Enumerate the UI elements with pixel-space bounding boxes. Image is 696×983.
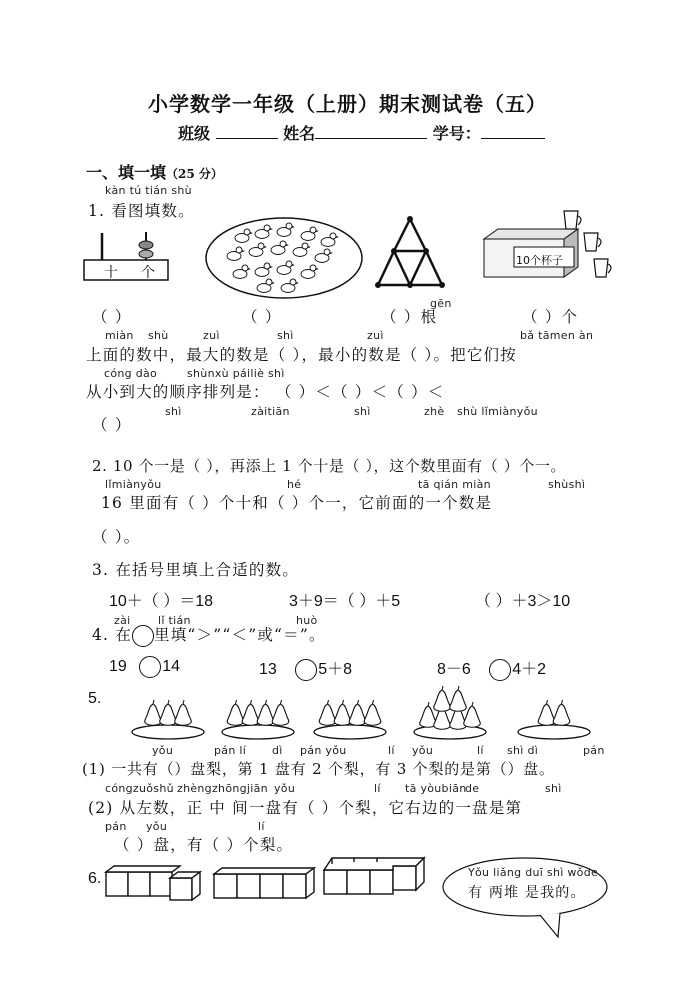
section-heading-text: 一、填一填 (86, 163, 167, 182)
q2-line-1: 2. 10 个一是（ ），再添上 1 个十是（ ），这个数里面有（ ）个一。 (92, 457, 567, 475)
q4-item-1 (109, 656, 180, 678)
q2-pinyin-4: zhè (424, 405, 445, 418)
abacus-one-label: 个 (141, 265, 157, 281)
pear-plate (314, 700, 386, 739)
q2-pinyin-6: lǐmiànyǒu (105, 478, 162, 491)
student-info-line (178, 121, 545, 144)
id-blank[interactable] (481, 124, 545, 139)
pear-icon (145, 704, 162, 725)
q5-pinyin-10: cóngzuǒshǔ (105, 782, 174, 795)
q1-pinyin-3: zuì (203, 329, 220, 342)
q5-pinyin-17: pán (105, 820, 127, 833)
id-label: 学号： (432, 124, 481, 143)
q1-pinyin-8: shùnxù páiliè shì (187, 367, 285, 380)
bubble-text: 有 两堆 是我的。 (468, 885, 586, 901)
q1-pinyin-7: cóng dào (104, 367, 158, 380)
pear-icon (160, 704, 177, 725)
q4-text-b: 里填“＞”“＜”或“＝”。 (154, 626, 326, 644)
q4-text (92, 623, 326, 647)
pear-icon (319, 704, 336, 725)
q5-pinyin-5: lí (388, 744, 395, 757)
name-blank[interactable] (315, 124, 427, 139)
pear-icon (175, 704, 192, 725)
pear-icon (538, 704, 555, 725)
circle-symbol (132, 625, 154, 647)
q5-pinyin-3: dì (272, 744, 283, 757)
q5-line-2: (2) 从左数，正 中 间一盘有（ ）个梨，它右边的一盘是第 (88, 799, 523, 817)
q1-pinyin-4: shì (277, 329, 294, 342)
q5-pinyin-19: lí (258, 820, 265, 833)
q5-pinyin-16: shì (545, 782, 562, 795)
q4-pinyin-1: zài (114, 614, 131, 627)
q1-pinyin-5: zuì (367, 329, 384, 342)
q2-pinyin-8: tā qián miàn (418, 478, 491, 491)
q5-pinyin-11: zhèngzhōngjiān (177, 782, 268, 795)
cup-box-figure (482, 207, 617, 289)
q2-line-2: 16 里面有（ ）个十和（ ）个一，它前面的一个数是 (101, 494, 493, 512)
pear-plates-figure (120, 688, 620, 744)
abacus-figure (82, 228, 172, 288)
q4-pinyin-2: lǐ tián (158, 614, 191, 627)
q1-line-2: 从小到大的顺序排列是： （ ）＜（ ）＜（ ）＜ (86, 383, 445, 401)
q6-label: 6. (88, 870, 102, 887)
pear-icon (227, 704, 244, 725)
q4-pinyin-3: huò (296, 614, 318, 627)
q5-pinyin-8: shì dì (507, 744, 539, 757)
q4-item-1-right: 14 (162, 658, 181, 676)
q4-item-2 (259, 656, 352, 681)
class-label: 班级 (178, 124, 211, 143)
q5-pinyin-13: lí (374, 782, 381, 795)
q3-item-2[interactable]: 3＋9＝（ ）＋5 (289, 593, 401, 610)
q3-item-1[interactable]: 10＋（ ）＝18 (109, 593, 214, 610)
q4-item-1-left: 19 (109, 658, 127, 676)
cube-piles-figure (104, 852, 434, 902)
q2-pinyin-1: shì (165, 405, 182, 418)
abacus-ten-label: 十 (104, 265, 120, 281)
q5-pinyin-15: de (465, 782, 480, 795)
name-label: 姓名 (283, 124, 316, 143)
q4-compare-circle-1[interactable] (139, 656, 161, 678)
class-blank[interactable] (216, 124, 278, 139)
section-heading (86, 160, 223, 183)
q4-item-2-right: 5＋8 (318, 661, 353, 678)
pear-icon (364, 704, 381, 725)
pear-icon (242, 704, 259, 725)
q5-line-3[interactable]: （ ）盘，有（ ）个梨。 (114, 836, 294, 854)
pear-plate (414, 686, 486, 739)
q5-pinyin-4: pán yǒu (300, 744, 347, 757)
pear-icon (257, 704, 274, 725)
q1-line-3[interactable]: （ ） (92, 416, 132, 434)
q5-line-1: (1) 一共有（）盘梨，第 1 盘有 2 个梨，有 3 个梨的是第（）盘。 (82, 760, 555, 778)
bubble-pinyin: Yǒu liǎng duī shì wǒde (468, 866, 599, 879)
q2-pinyin-5: shù lǐmiànyǒu (457, 405, 538, 418)
q1-blank-abacus[interactable]: （ ） (92, 308, 132, 326)
q1-pinyin: kàn tú tián shù (105, 184, 192, 197)
q4-item-3 (437, 656, 546, 681)
q3-text: 3. 在括号里填上合适的数。 (92, 561, 300, 579)
q5-pinyin-12: yǒu (274, 782, 296, 795)
pear-plate (222, 700, 294, 739)
q5-pinyin-9: pán (583, 744, 605, 757)
page-title: 小学数学一年级（上册）期末测试卷（五） (148, 92, 547, 116)
q4-item-3-left: 8－6 (437, 661, 471, 678)
matchsticks-figure (372, 215, 448, 291)
q4-text-a: 4. 在 (92, 626, 133, 644)
pear-icon (272, 704, 289, 725)
pear-icon (349, 704, 366, 725)
pear-plate (132, 700, 204, 739)
ducks-figure (204, 216, 364, 300)
gen-pinyin: gēn (430, 297, 452, 310)
pear-icon (553, 704, 570, 725)
q4-item-2-left: 13 (259, 661, 277, 678)
q2-pinyin-3: shì (354, 405, 371, 418)
q5-label: 5. (88, 690, 102, 707)
q1-blank-sticks[interactable]: （ ）根 (381, 308, 438, 326)
q4-compare-circle-3[interactable] (489, 659, 511, 681)
q5-pinyin-1: yǒu (152, 744, 174, 757)
pear-icon (434, 690, 451, 711)
pear-icon (464, 706, 481, 727)
q1-pinyin-1: miàn (105, 329, 134, 342)
q1-line-1: 上面的数中，最大的数是（ ），最小的数是（ ）。把它们按 (86, 346, 517, 364)
q1-pinyin-2: shù (148, 329, 169, 342)
q4-item-3-right: 4＋2 (512, 661, 547, 678)
q2-line-3[interactable]: （ ）。 (92, 528, 141, 546)
q1-text: 1. 看图填数。 (88, 202, 195, 220)
q1-blank-ducks[interactable]: （ ） (242, 308, 282, 326)
pear-plate (518, 700, 590, 739)
section-score: （25 分） (166, 167, 223, 181)
q5-pinyin-14: tā yòubiān (405, 782, 467, 795)
q3-item-3[interactable]: （ ）＋3＞10 (475, 593, 571, 610)
q2-pinyin-2: zàitiān (251, 405, 290, 418)
q1-blank-cups[interactable]: （ ）个 (522, 308, 579, 326)
q2-pinyin-7: hé (287, 478, 302, 491)
cup-box-label: 10个杯子 (516, 254, 563, 267)
q5-pinyin-7: lí (477, 744, 484, 757)
q2-pinyin-9: shùshì (548, 478, 586, 491)
q5-pinyin-2: pán lí (214, 744, 247, 757)
q5-pinyin-6: yǒu (412, 744, 434, 757)
q1-pinyin-6: bǎ tāmen àn (520, 329, 594, 342)
q5-pinyin-18: yǒu (146, 820, 168, 833)
pear-icon (334, 704, 351, 725)
q4-compare-circle-2[interactable] (295, 659, 317, 681)
pear-icon (450, 690, 467, 711)
